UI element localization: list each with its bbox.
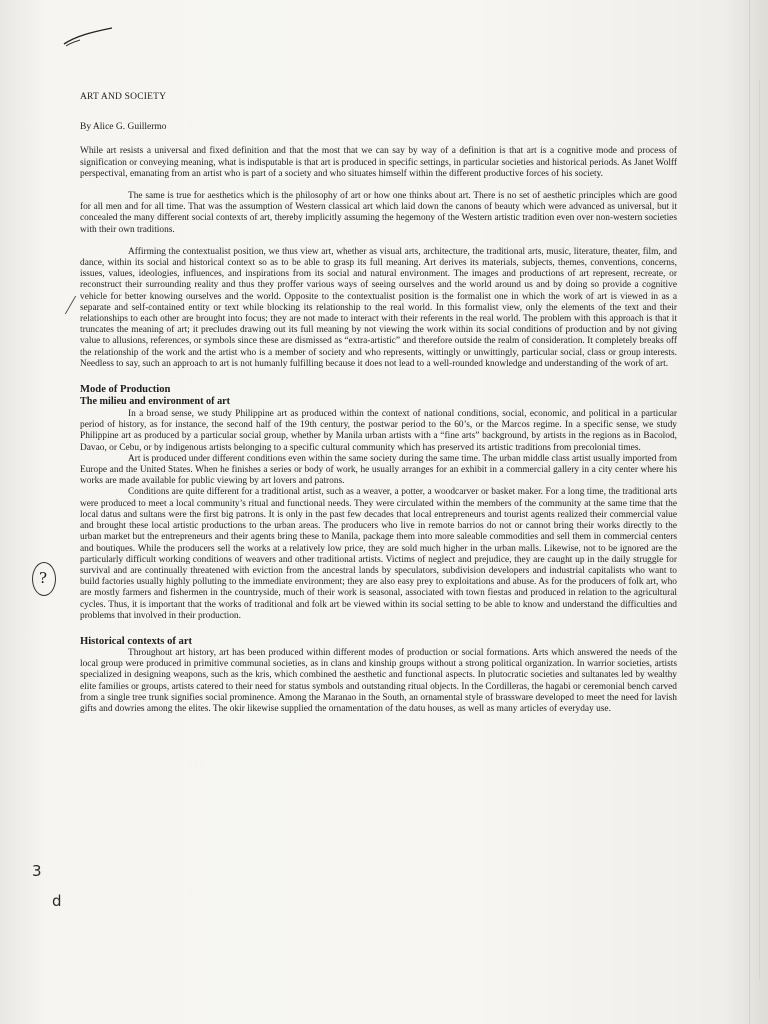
- section2-paragraph-1: Throughout art history, art has been produced within different modes of production or social formations. Arts which answered the needs of the local group were produced in primitive communal societies, as in clans and kinship groups without a strong political organization. In warrior societies, artists specialized in designing weapons, such as the kris, which combined the aesthetic and functional aspects. In plutocratic societies and sultanates led by wealthy elite families or groups, artists catered to their need for status symbols and outstanding ritual objects. In the Cordilleras, the hagabi or ceremonial bench carved from a single tree trunk signifies social prominence. Among the Maranao in the South, an ornamental style of brassware developed to meet the need for lavish gifts and dowries among the elites. The okir likewise supplied the ornamentation of the datu houses, as well as many articles of everyday use.: [80, 647, 677, 714]
- margin-note-number: 3: [32, 862, 42, 880]
- section-heading-mode-of-production: Mode of Production: [80, 384, 171, 396]
- intro-paragraph-3: Affirming the contextualist position, we thus view art, whether as visual arts, architecture, the traditional arts, music, literature, theater, film, and dance, within its social and historical context so as to be able to grasp its full meaning. Art derives its materials, subjects, themes, conventions, concerns, issues, values, ideologies, influences, and inspirations from its social and natural environment. The images and productions of art represent, recreate, or reconstruct their surrounding reality and thus they proffer various ways of seeing ourselves and the world around us and by doing so provide a cognitive vehicle for better knowing ourselves and the world. Opposite to the contextualist position is the formalist one in which the work of art is viewed in as a separate and self-contained entity or text while blocking its relationship to the real world. In this formalist view, only the elements of the text and their relationships to each other are brought into focus; they are not made to interact with their referents in the real world. The problem with this approach is that it truncates the meaning of art; it precludes drawing out its full meaning by not viewing the work within its social conditions of production and by not giving value to allusions, references, or symbols since these are dismissed as “extra-artistic” and therefore outside the realm of consideration. It completely breaks off the relationship of the work and the artist who is a member of society and who represents, wittingly or unwittingly, particular social, class or group interests. Needless to say, such an approach to art is not humanly fulfilling because it does not lead to a well-rounded knowledge and understanding of the work of art.: [80, 246, 677, 369]
- document-author: By Alice G. Guillermo: [80, 122, 167, 133]
- section1-paragraph-3: Conditions are quite different for a traditional artist, such as a weaver, a potter, a woodcarver or basket maker. For a long time, the traditional arts were produced to meet a local community’s ritual and functional needs. They were circulated within the members of the community at the same time that the local datus and sultans were the first big patrons. It is only in the past few decades that local entrepreneurs and tourist agents realized their commercial value and brought these local artistic productions to the urban areas. The producers who live in remote barrios do not or cannot bring their works directly to the urban market but the entrepreneurs and their agents bring these to Manila, package them into more saleable commodities and sell them in commercial centers and boutiques. While the producers sell the works at a relatively low price, they are sold much higher in the urban malls. Likewise, not to be ignored are the particularly difficult working conditions of weavers and other traditional artists. Victims of neglect and prejudice, they are caught up in the daily struggle for survival and are continually threatened with eviction from the ancestral lands by speculators, subdivision developers and industrial capitalists who want to build factories usually highly polluting to the immediate environment; they are also easy prey to exploitations and abuse. As for the producers of folk art, who are mostly farmers and fishermen in the countryside, much of their work is seasonal, associated with town fiestas and produced in relation to the agricultural cycles. Thus, it is important that the works of traditional and folk art be viewed within its social setting to be able to know and understand the difficulties and problems that involved in their production.: [80, 487, 677, 621]
- margin-note-circled: [32, 562, 56, 596]
- document-body: [80, 92, 677, 726]
- margin-note-letter: d: [52, 892, 62, 910]
- document-title: ART AND SOCIETY: [80, 92, 167, 102]
- intro-paragraph-1: While art resists a universal and fixed definition and that the most that we can say by way of a definition is that art is a cognitive mode and process of signification or conveying meaning, what is indisputable is that art is produced in specific settings, in particular societies and historical periods. As Janet Wolff perspectival, emanating from an artist who is part of a society and who situates himself within the different productive forces of his society.: [80, 146, 677, 179]
- scan-edge: [749, 0, 750, 1024]
- scan-edge-inner: [759, 80, 760, 980]
- section1-paragraph-1: In a broad sense, we study Philippine art as produced within the context of national conditions, social, economic, and political in a particular period of history, as for instance, the second half of the 19th century, the postwar period to the 60’s, or the Marcos regime. In a specific sense, we study Philippine art as produced by a particular social group, whether by Manila urban artists with a “fine arts” background, by artists in the regions as in Bacolod, Davao, or Cebu, or by indigenous artists belonging to a specific cultural community which has preserved its artistic traditions from precolonial times.: [80, 409, 677, 453]
- subheading-milieu: The milieu and environment of art: [80, 396, 231, 408]
- section-heading-historical-contexts: Historical contexts of art: [80, 635, 193, 647]
- pen-stroke-mark: [62, 26, 122, 50]
- margin-note-question: ?: [39, 569, 48, 587]
- intro-paragraph-2: The same is true for aesthetics which is the philosophy of art or how one thinks about art. There is no set of aesthetic principles which are good for all men and for all time. That was the assumption of Western classical art which laid down the canons of beauty which were advanced as universal, but it concealed the many different social contexts of art, thereby implicitly assuming the hegemony of the Western artistic tradition even over non-western societies with their own traditions.: [80, 191, 677, 235]
- section1-paragraph-2: Art is produced under different conditions even within the same society during the same time. The urban middle class artist usually imported from Europe and the United States. When he finishes a series or body of work, he usually arranges for an exhibit in a commercial gallery in a city center where his works are made available for public viewing by art lovers and patrons.: [80, 453, 677, 487]
